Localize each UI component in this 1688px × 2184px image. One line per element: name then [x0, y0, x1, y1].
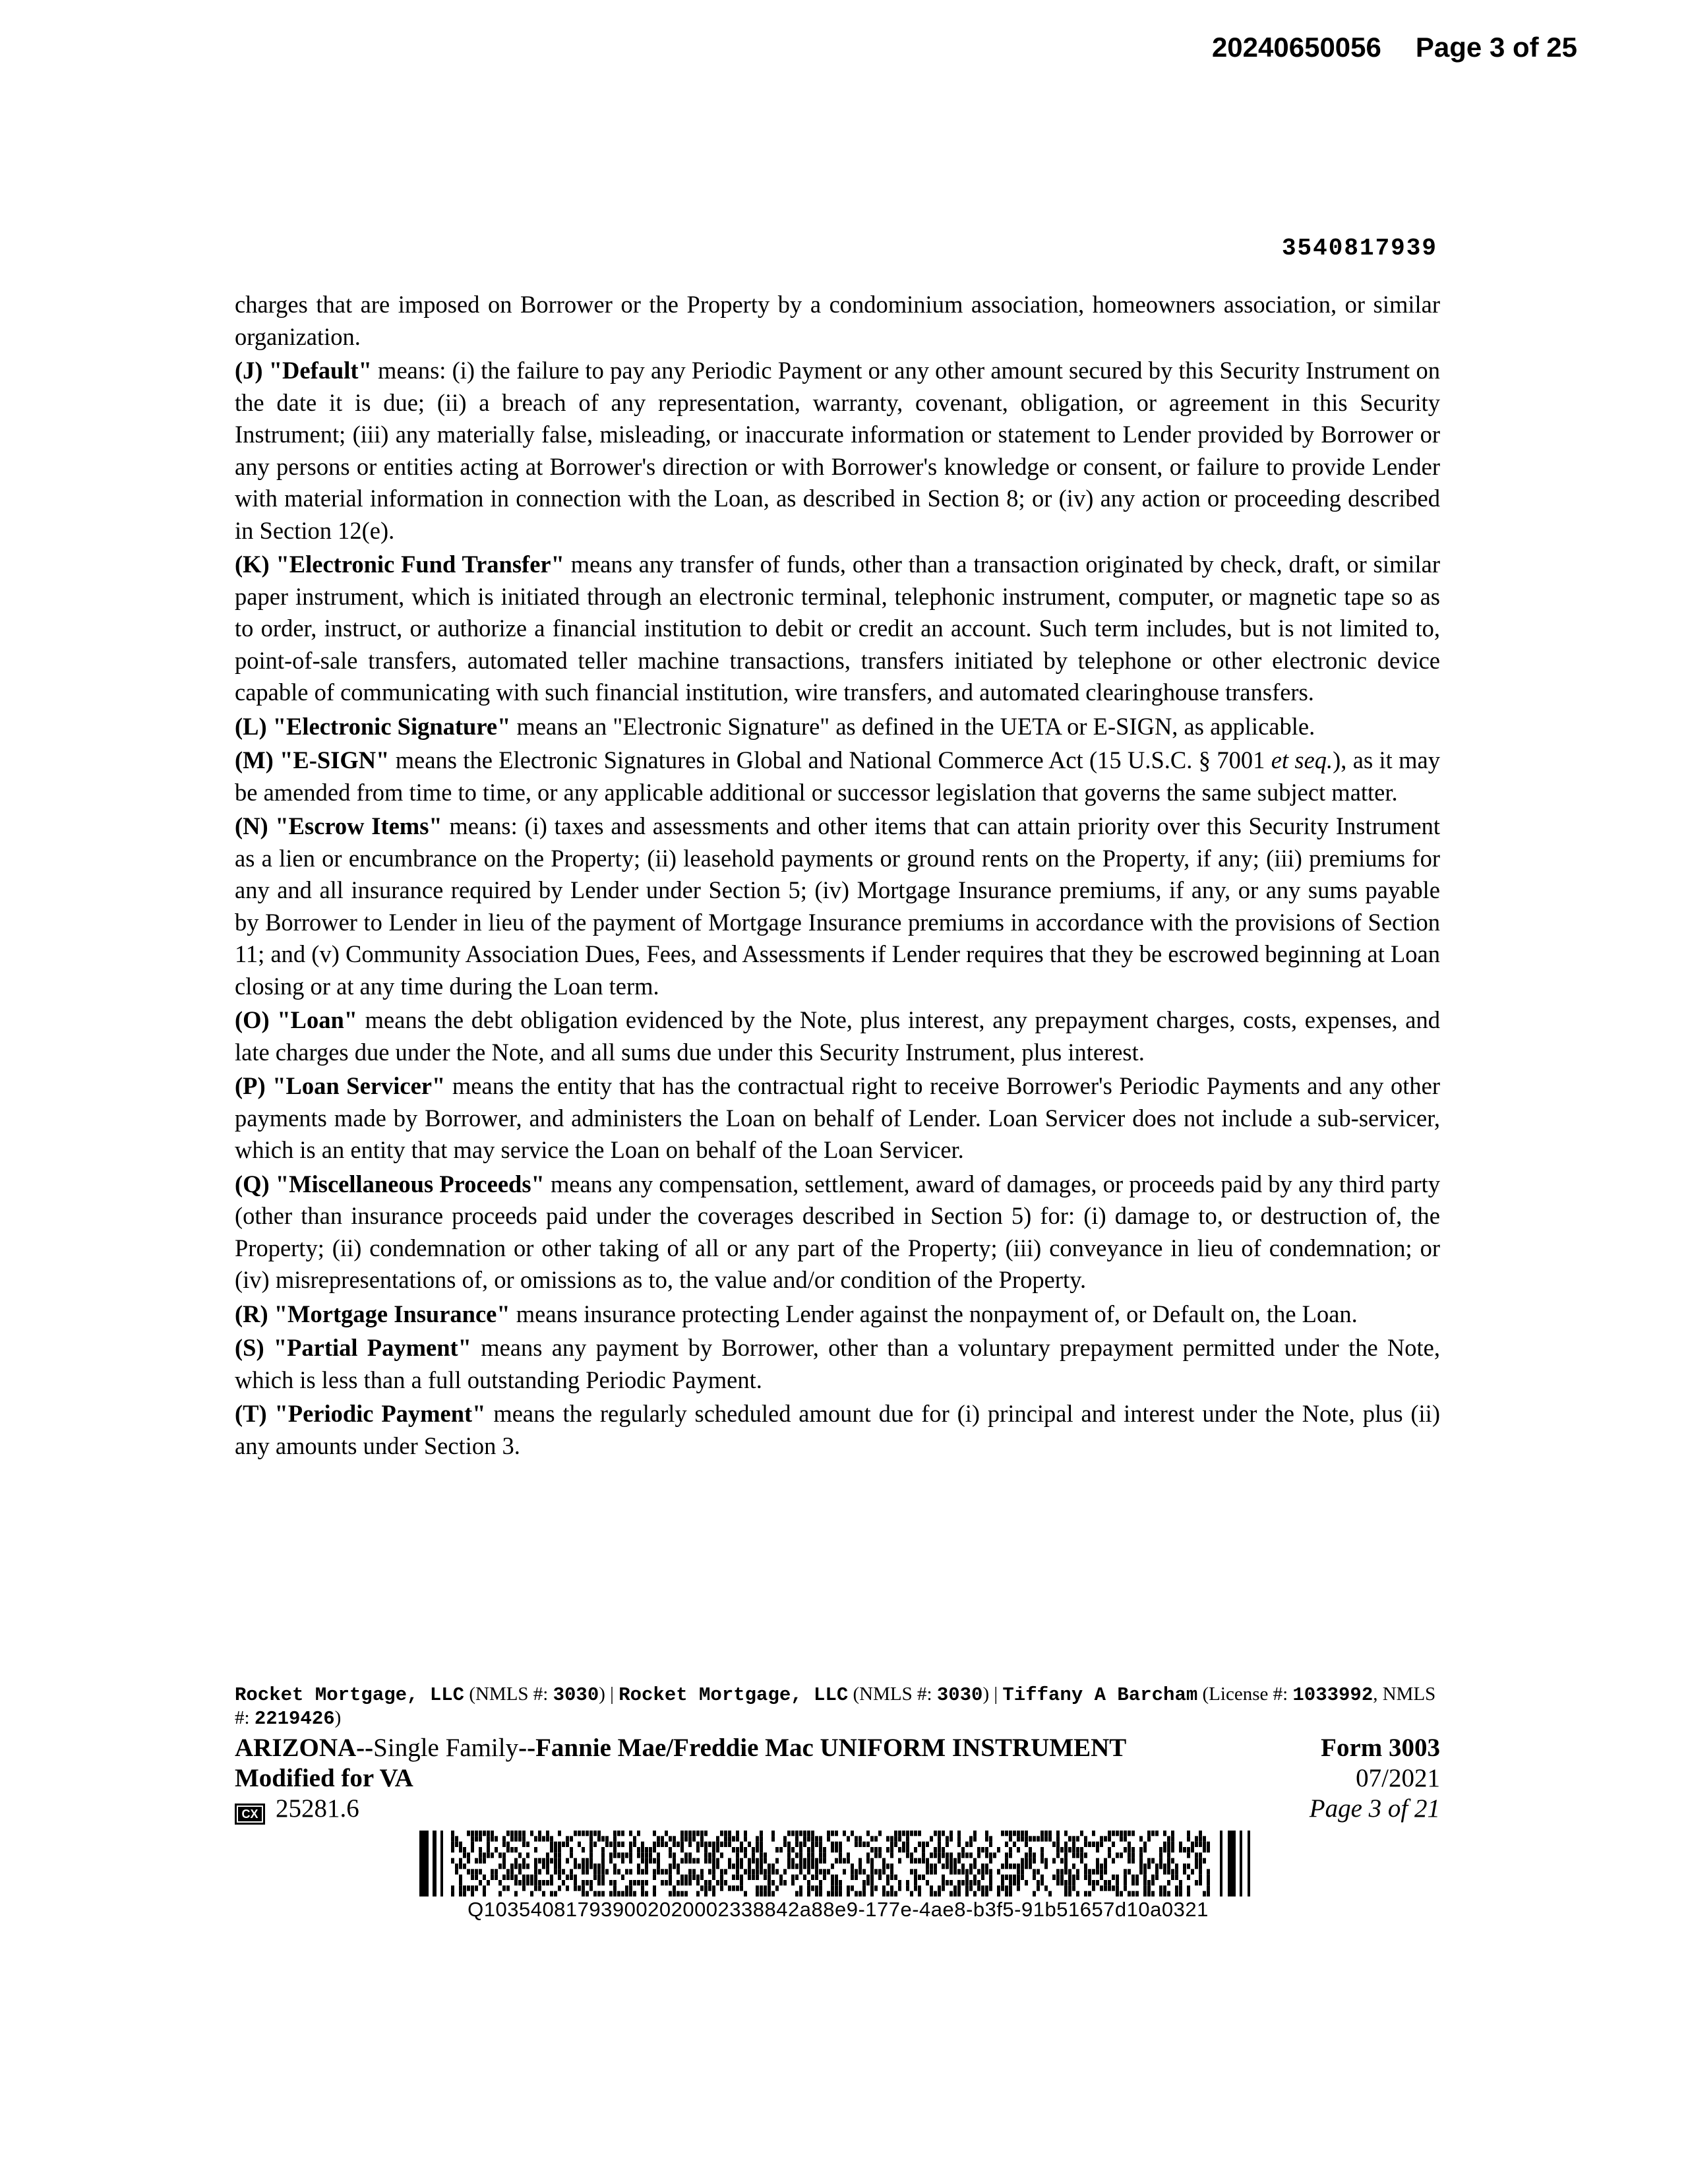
recording-header — [1212, 32, 1577, 63]
definition-text: means any transfer of funds, other than a transaction originated by check, draft, or similar paper instrument, which is initiated through an electronic terminal, telephonic instrument, computer, or magnetic tape so as to order, instruct, or authorize a financial institution to debit or credit an account. Such term includes, but is not limited to, point-of-sale transfers, automated teller machine transactions, transfers initiated by telephone or other electronic device capable of communicating with such financial institution, wire transfers, and automated clearinghouse transfers. — [235, 551, 1440, 706]
definition-title: (O) "Loan" — [235, 1006, 358, 1033]
nmls-label: (NMLS #: — [848, 1684, 937, 1705]
definition-text: means the regularly scheduled amount due for (i) principal and interest under the Note, plus (ii) any amounts under Section 3. — [235, 1400, 1440, 1459]
form-date: 07/2021 — [1356, 1764, 1440, 1792]
definition-title: (T) "Periodic Payment" — [235, 1400, 486, 1427]
definition-electronic-signature — [235, 711, 1440, 743]
definition-default — [235, 355, 1440, 547]
form-modified — [235, 1763, 1126, 1794]
definition-escrow-items — [235, 810, 1440, 1002]
definition-title: (M) "E-SIGN" — [235, 746, 390, 774]
definition-title: (J) "Default" — [235, 357, 372, 384]
loan-number: 3540817939 — [1281, 235, 1437, 262]
lender-name: Rocket Mortgage, LLC — [618, 1684, 849, 1706]
form-page: Page 3 of 21 — [1309, 1794, 1440, 1823]
barcode-block — [419, 1831, 1257, 1922]
cx-logo-icon — [235, 1804, 265, 1825]
barcode-text: Q103540817939002020002338842a88e9-177e-4ae8-b3f5-91b51657d10a0321 — [467, 1898, 1209, 1921]
separator: ) | — [599, 1684, 619, 1705]
definition-title: (N) "Escrow Items" — [235, 812, 442, 839]
document-body — [235, 289, 1440, 1464]
nmls-label: (NMLS #: — [464, 1684, 553, 1705]
separator: ) | — [982, 1684, 1003, 1705]
form-info-row — [235, 1733, 1440, 1824]
form-instrument: --Fannie Mae/Freddie Mac UNIFORM INSTRUMENT — [518, 1734, 1127, 1762]
definition-title: (R) "Mortgage Insurance" — [235, 1300, 510, 1327]
document-footer — [235, 1683, 1440, 1824]
intro-paragraph: charges that are imposed on Borrower or the Property by a condominium association, homeowners association, or similar organization. — [235, 291, 1440, 350]
definition-periodic-payment — [235, 1398, 1440, 1462]
barcode-image — [419, 1831, 1257, 1896]
definition-miscellaneous-proceeds — [235, 1168, 1440, 1296]
form-code: 25281.6 — [276, 1794, 359, 1823]
definition-e-sign — [235, 744, 1440, 808]
definition-title: (Q) "Miscellaneous Proceeds" — [235, 1170, 545, 1198]
definition-text: means: (i) taxes and assessments and other items that can attain priority over this Security Instrument as a lien or encumbrance on the Property; (ii) leasehold payments or ground rents on the Property, if any; (iii) premiums for any and all insurance required by Lender under Section 5; (iv) Mortgage Insurance premiums, if any, or any sums payable by Borrower to Lender in lieu of the payment of Mortgage Insurance premiums in accordance with the provisions of Section 11; and (v) Community Association Dues, Fees, and Assessments if Lender requires that they be escrowed beginning at Loan closing or at any time during the Loan term. — [235, 812, 1440, 1000]
license-label: (License #: — [1197, 1684, 1293, 1705]
definition-loan-servicer — [235, 1070, 1440, 1167]
form-title — [235, 1733, 1126, 1763]
closing-paren: ) — [334, 1707, 342, 1728]
lender-name: Rocket Mortgage, LLC — [235, 1684, 465, 1706]
nmls-number: 3030 — [936, 1684, 983, 1706]
license-number: 1033992 — [1292, 1684, 1373, 1706]
originator-name: Tiffany A Barcham — [1002, 1684, 1198, 1706]
form-state: ARIZONA-- — [235, 1734, 374, 1762]
definition-title: (S) "Partial Payment" — [235, 1334, 471, 1361]
page-indicator: Page 3 of 25 — [1415, 32, 1577, 63]
definition-text-continued: ), as it may be amended from time to time, or any applicable additional or successor legislation that governs the same subject matter. — [235, 746, 1440, 806]
nmls-label: , NMLS #: — [235, 1684, 1436, 1728]
definition-title: (L) "Electronic Signature" — [235, 712, 511, 740]
definition-text: means an "Electronic Signature" as defined in the UETA or E-SIGN, as applicable. — [510, 712, 1315, 740]
definition-text: means: (i) the failure to pay any Periodic Payment or any other amount secured by this Security Instrument on the date it is due; (ii) a breach of any representation, warranty, covenant, obligation, or agreement in this Security Instrument; (iii) any materially false, misleading, or inaccurate information or statement to Lender provided by Borrower or any persons or entities acting at Borrower's direction or with Borrower's knowledge or consent, or failure to provide Lender with material information in connection with the Loan, as described in Section 8; or (iv) any action or proceeding described in Section 12(e). — [235, 357, 1441, 544]
form-code-line — [235, 1794, 1126, 1824]
nmls-number: 2219426 — [254, 1708, 335, 1730]
recording-number: 20240650056 — [1211, 32, 1381, 63]
definition-text: means the debt obligation evidenced by the Note, plus interest, any prepayment charges, costs, expenses, and late charges due under the Note, and all sums due under this Security Instrument, plus interest. — [235, 1006, 1440, 1066]
definition-partial-payment — [235, 1332, 1440, 1396]
definition-title: (K) "Electronic Fund Transfer" — [235, 551, 564, 578]
definition-electronic-fund-transfer — [235, 549, 1440, 709]
definition-mortgage-insurance — [235, 1298, 1440, 1331]
nmls-number: 3030 — [553, 1684, 599, 1706]
definition-loan — [235, 1004, 1440, 1068]
definition-text: means the Electronic Signatures in Global and National Commerce Act (15 U.S.C. § 7001 — [389, 746, 1271, 774]
definition-text: means any payment by Borrower, other than a voluntary prepayment permitted under the Note, which is less than a full outstanding Periodic Payment. — [235, 1334, 1440, 1393]
form-family: Single Family — [373, 1734, 519, 1762]
form-number-block — [1310, 1733, 1440, 1824]
cx-logo-label: CX — [238, 1807, 262, 1821]
lender-line — [235, 1683, 1440, 1730]
definition-text: means insurance protecting Lender against the nonpayment of, or Default on, the Loan. — [510, 1300, 1358, 1327]
definition-text: means the entity that has the contractual right to receive Borrower's Periodic Payments and any other payments made by Borrower, and administers the Loan on behalf of Lender. Loan Servicer does not include a sub-servicer, which is an entity that may service the Loan on behalf of the Loan Servicer. — [235, 1072, 1440, 1163]
form-title-block — [235, 1733, 1126, 1824]
form-number: Form 3003 — [1321, 1734, 1440, 1762]
definition-title: (P) "Loan Servicer" — [235, 1072, 446, 1099]
definition-italic-text: et seq. — [1271, 746, 1333, 774]
definition-text: means any compensation, settlement, award of damages, or proceeds paid by any third party (other than insurance proceeds paid under the coverages described in Section 5) for: (i) damage to, or destruction of, the Property; (ii) condemnation or other taking of all or any part of the Property; (iii) conveyance in lieu of condemnation; or (iv) misrepresentations of, or omissions as to, the value and/or condition of the Property. — [235, 1170, 1441, 1293]
form-modified-label: Modified for VA — [235, 1764, 413, 1792]
